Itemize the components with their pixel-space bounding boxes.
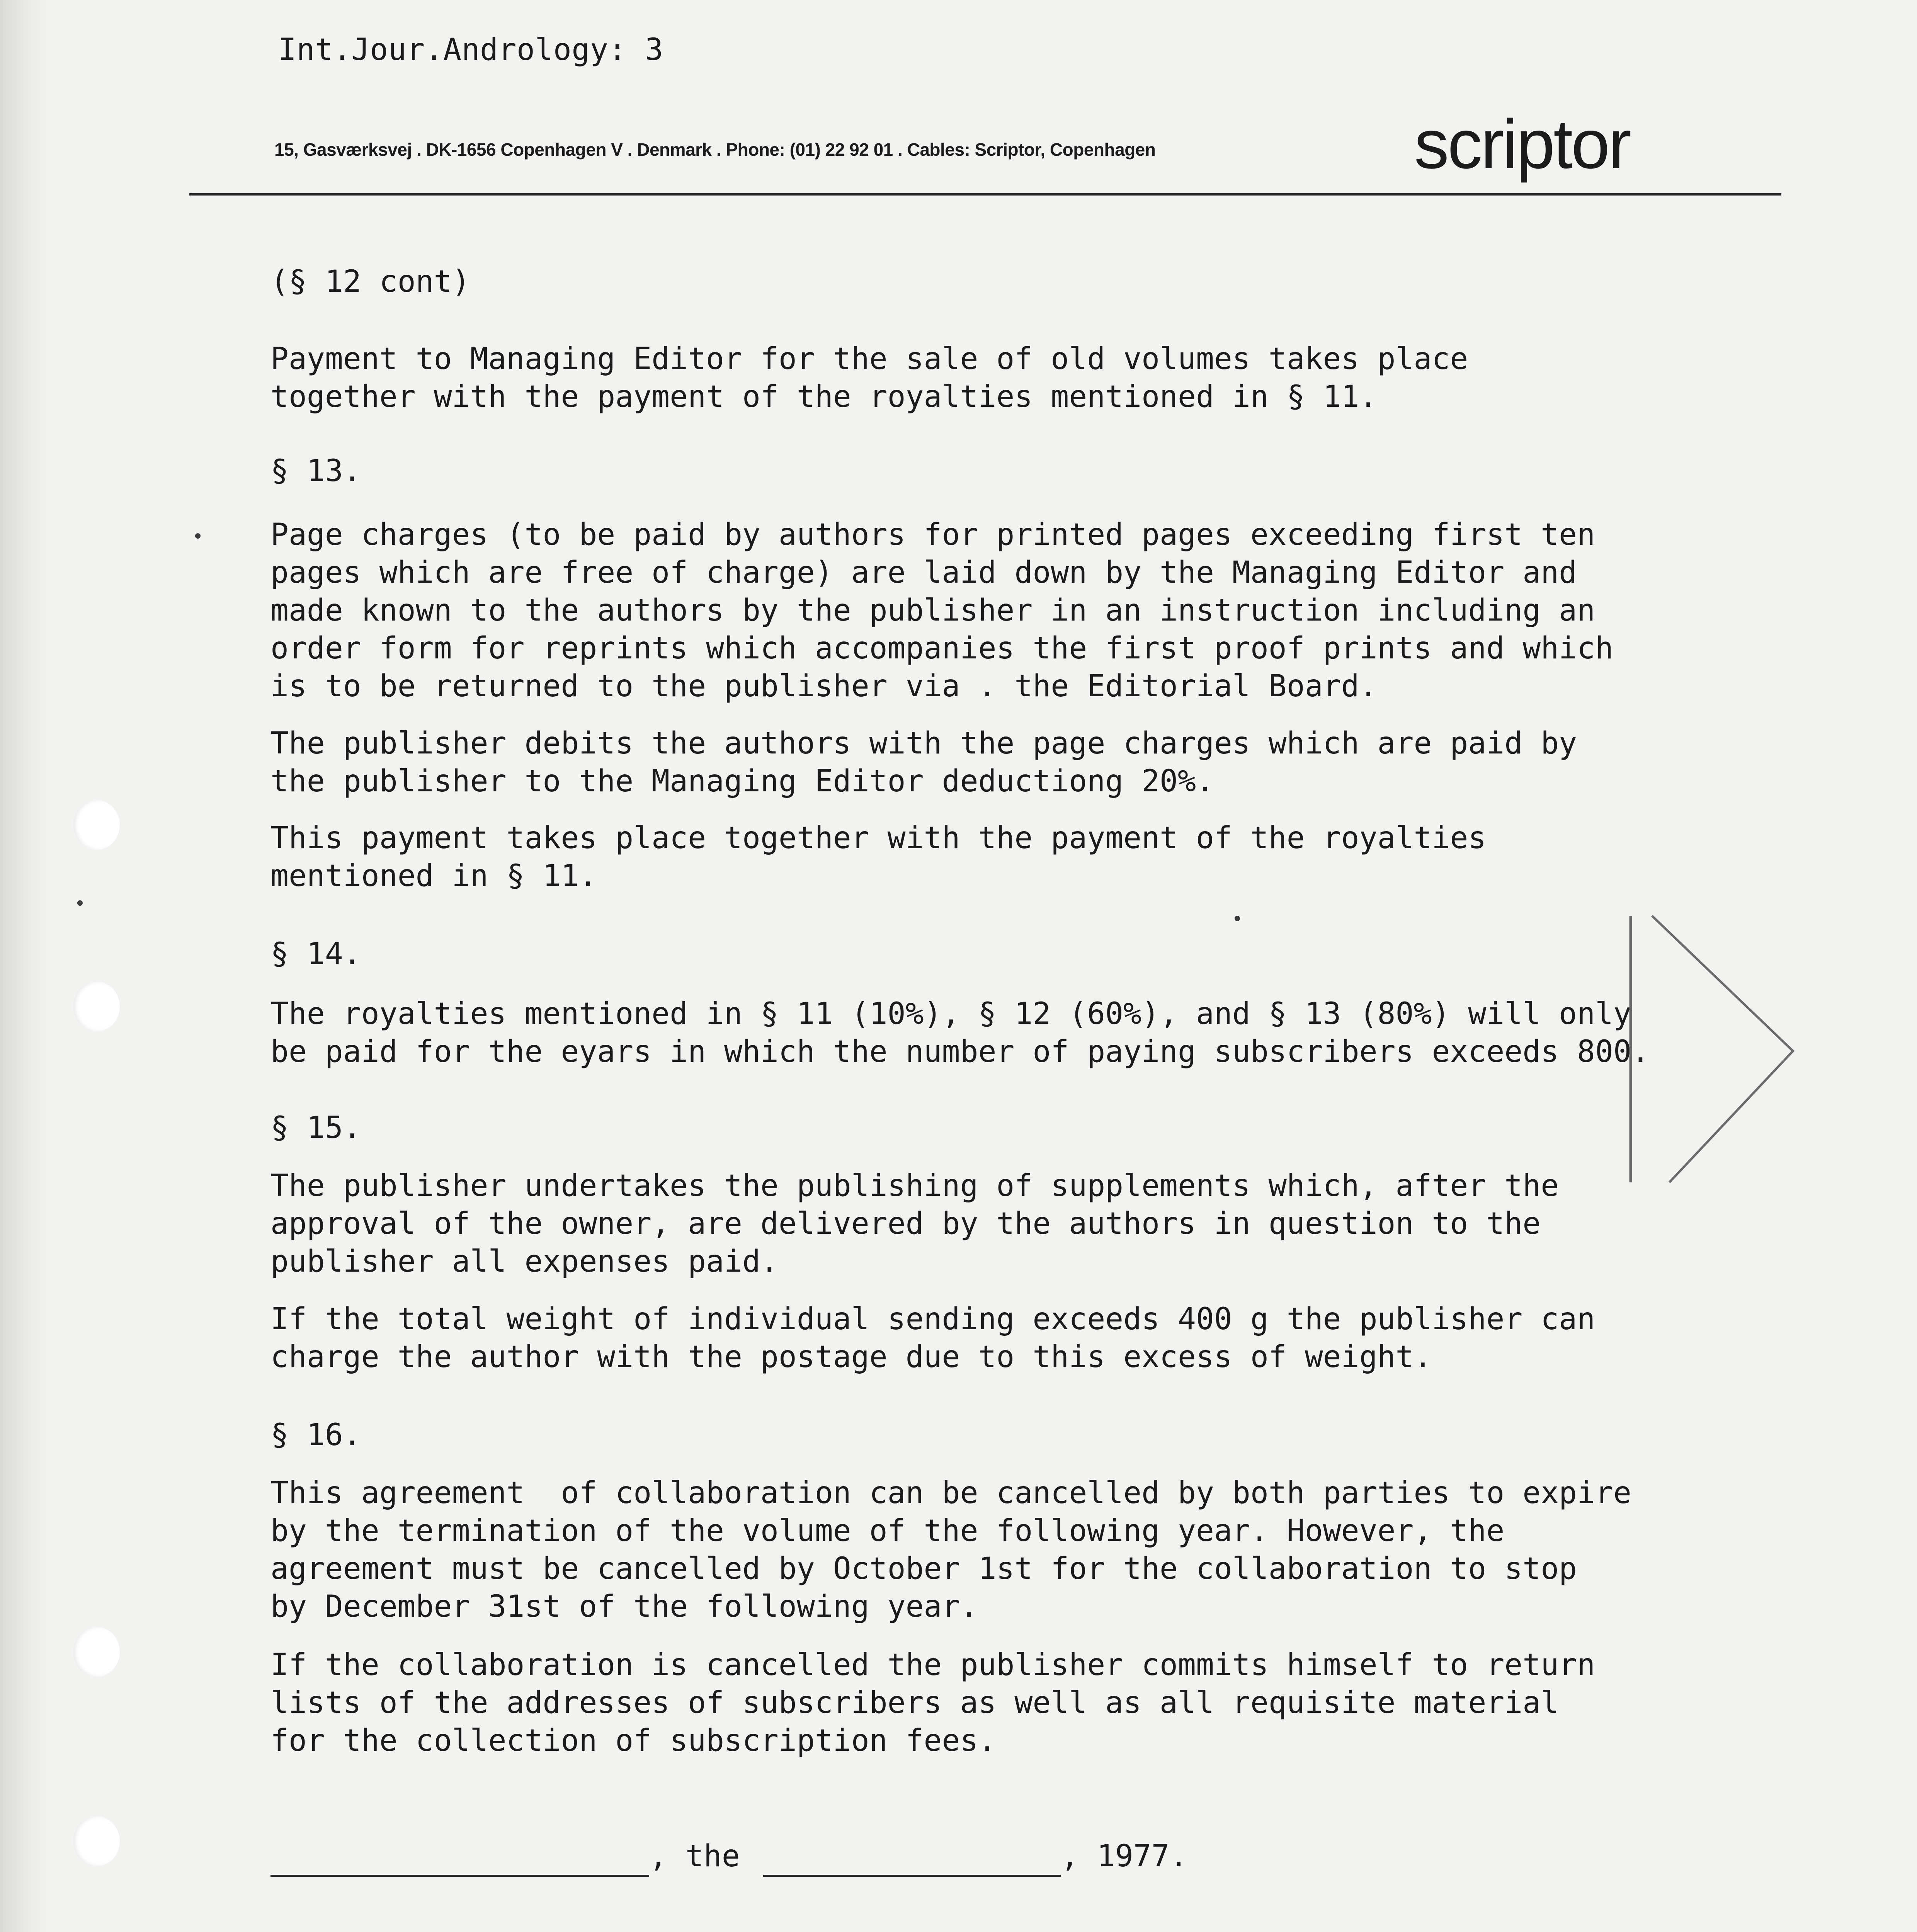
- place-blank-line: [270, 1875, 649, 1877]
- section-15-heading: § 15.: [270, 1111, 361, 1145]
- binder-hole: [73, 1627, 120, 1677]
- stray-mark: [77, 900, 83, 906]
- binder-hole: [73, 1816, 120, 1866]
- section-13-paragraph-2: The publisher debits the authors with the page charges which are paid by the publisher to the Managing Editor deductiong 20%.: [270, 726, 1577, 799]
- binder-hole: [73, 800, 120, 850]
- letterhead-address: 15, Gasværksvej . DK-1656 Copenhagen V . Denmark . Phone: (01) 22 92 01 . Cables: Scriptor, Copenhagen: [274, 139, 1156, 160]
- section-16-paragraph-2: If the collaboration is cancelled the publisher commits himself to return lists of the addresses of subscribers as well as all requisite material for the collection of subscription fees.: [270, 1648, 1596, 1758]
- section-15-paragraph-1: The publisher undertakes the publishing of supplements which, after the approval of the owner, are delivered by the authors in question to the publisher all expenses paid.: [270, 1168, 1559, 1279]
- pencil-annotation: [1615, 904, 1816, 1194]
- section-15-paragraph-2: If the total weight of individual sending exceeds 400 g the publisher can charge the author with the postage due to this excess of weight.: [270, 1302, 1596, 1374]
- stray-mark: [1235, 916, 1240, 921]
- letterhead-divider: [189, 193, 1781, 196]
- date-the-label: , the: [649, 1839, 740, 1874]
- stray-mark: [195, 533, 201, 539]
- journal-reference: Int.Jour.Andrology: 3: [278, 32, 663, 67]
- section-16-heading: § 16.: [270, 1418, 361, 1452]
- section-14-heading: § 14.: [270, 937, 361, 971]
- scan-shadow: [0, 0, 50, 1932]
- date-year: , 1977.: [1061, 1839, 1188, 1874]
- section-14-paragraph-1: The royalties mentioned in § 11 (10%), § 12 (60%), and § 13 (80%) will only be paid for the eyars in which the number of paying subscribers exceeds 800.: [270, 997, 1650, 1069]
- section-13-paragraph-3: This payment takes place together with the payment of the royalties mentioned in § 11.: [270, 821, 1487, 893]
- section-13-paragraph-1: Page charges (to be paid by authors for printed pages exceeding first ten pages which are free of charge) are laid down by the Managing Editor and made known to the authors by the publisher in an instruction including an order form for reprints which accompanies the first proof prints and which is to be returned to the publisher via . the Editorial Board.: [270, 517, 1614, 704]
- section-16-paragraph-1: This agreement of collaboration can be cancelled by both parties to expire by the termination of the volume of the following year. However, the agreement must be cancelled by October 1st for the collaboration to stop by December 31st of the following year.: [270, 1476, 1631, 1624]
- date-blank-line: [763, 1875, 1061, 1877]
- binder-hole: [73, 981, 120, 1032]
- letterhead-logo: scriptor: [1414, 105, 1630, 183]
- section-12-cont-text: Payment to Managing Editor for the sale of old volumes takes place together with the payment of the royalties mentioned in § 11.: [270, 342, 1468, 414]
- section-13-heading: § 13.: [270, 454, 361, 488]
- section-12-cont-heading: (§ 12 cont): [270, 264, 470, 299]
